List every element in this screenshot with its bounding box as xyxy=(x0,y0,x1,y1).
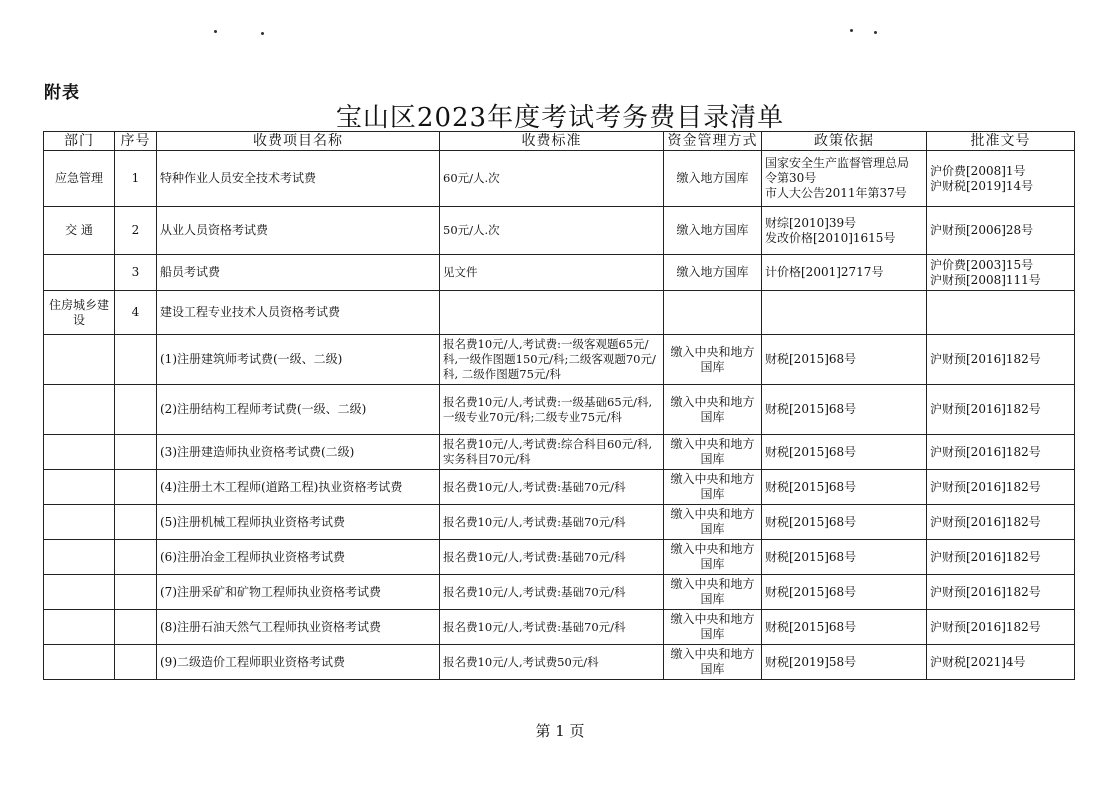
dept-cell xyxy=(44,610,115,645)
dept-cell xyxy=(44,335,115,385)
dept-cell xyxy=(44,435,115,470)
fund-cell: 缴入中央和地方国库 xyxy=(664,470,762,505)
approval-cell xyxy=(927,335,1075,385)
fund-cell xyxy=(664,291,762,335)
approval-cell xyxy=(927,645,1075,680)
no-cell: 4 xyxy=(115,291,157,335)
column-header-approval-no: 批准文号 xyxy=(927,132,1075,151)
no-cell xyxy=(115,470,157,505)
fund-cell: 缴入地方国库 xyxy=(664,151,762,207)
table-row xyxy=(44,505,1075,540)
no-cell xyxy=(115,575,157,610)
basis-cell xyxy=(762,435,927,470)
no-cell xyxy=(115,435,157,470)
table-row xyxy=(44,291,1075,335)
approval-line: 沪财预[2016]182号 xyxy=(930,402,1041,416)
table-row xyxy=(44,575,1075,610)
basis-line: 财税[2015]68号 xyxy=(765,444,857,459)
fee-cell: 报名费10元/人,考试费:基础70元/科 xyxy=(440,575,664,610)
basis-line: 发改价格[2010]1615号 xyxy=(765,230,896,245)
no-cell xyxy=(115,505,157,540)
item-name-cell: (2)注册结构工程师考试费(一级、二级) xyxy=(157,385,440,435)
table-row xyxy=(44,435,1075,470)
fund-cell: 缴入中央和地方国库 xyxy=(664,505,762,540)
table-row xyxy=(44,645,1075,680)
dept-cell xyxy=(44,470,115,505)
approval-cell xyxy=(927,207,1075,255)
approval-line: 沪财预[2016]182号 xyxy=(930,549,1041,564)
dept-cell: 住房城乡建设 xyxy=(44,291,115,335)
table-row xyxy=(44,470,1075,505)
fund-cell: 缴入地方国库 xyxy=(664,255,762,291)
fee-cell: 报名费10元/人,考试费50元/科 xyxy=(440,645,664,680)
basis-cell xyxy=(762,151,927,207)
basis-line: 计价格[2001]2717号 xyxy=(765,265,884,279)
column-header-fee-standard: 收费标准 xyxy=(440,132,664,151)
fee-cell: 报名费10元/人,考试费:基础70元/科 xyxy=(440,505,664,540)
fee-cell: 见文件 xyxy=(440,255,664,291)
approval-cell xyxy=(927,470,1075,505)
approval-line: 沪财预[2006]28号 xyxy=(930,223,1034,237)
approval-line: 沪价费[2008]1号 xyxy=(930,163,1026,178)
basis-line: 财税[2015]68号 xyxy=(765,549,857,564)
scan-speck xyxy=(874,31,877,34)
approval-line: 沪财预[2016]182号 xyxy=(930,479,1041,494)
table-row xyxy=(44,255,1075,291)
item-name-cell: (3)注册建造师执业资格考试费(二级) xyxy=(157,435,440,470)
approval-cell xyxy=(927,291,1075,335)
scan-speck xyxy=(850,29,853,32)
item-name-cell: (7)注册采矿和矿物工程师执业资格考试费 xyxy=(157,575,440,610)
approval-line: 沪价费[2003]15号 xyxy=(930,257,1034,272)
fee-cell: 50元/人.次 xyxy=(440,207,664,255)
dept-cell: 应急管理 xyxy=(44,151,115,207)
dept-cell: 交 通 xyxy=(44,207,115,255)
approval-cell xyxy=(927,385,1075,435)
basis-cell xyxy=(762,540,927,575)
approval-line: 沪财税[2021]4号 xyxy=(930,654,1026,669)
basis-line: 财税[2015]68号 xyxy=(765,479,857,494)
page-title: 宝山区2023年度考试考务费目录清单 xyxy=(335,103,785,133)
basis-cell xyxy=(762,575,927,610)
item-name-cell: (8)注册石油天然气工程师执业资格考试费 xyxy=(157,610,440,645)
approval-line: 沪财预[2016]182号 xyxy=(930,514,1041,529)
basis-cell xyxy=(762,385,927,435)
fund-cell: 缴入中央和地方国库 xyxy=(664,435,762,470)
scan-speck xyxy=(261,32,264,35)
no-cell xyxy=(115,610,157,645)
column-header-no: 序号 xyxy=(115,132,157,151)
basis-line: 财税[2015]68号 xyxy=(765,514,857,529)
column-header-fund-management: 资金管理方式 xyxy=(664,132,762,151)
fund-cell: 缴入地方国库 xyxy=(664,207,762,255)
dept-cell xyxy=(44,540,115,575)
no-cell: 3 xyxy=(115,255,157,291)
approval-cell xyxy=(927,540,1075,575)
approval-line: 沪财税[2019]14号 xyxy=(930,178,1034,193)
fee-catalog-table xyxy=(43,131,1075,680)
table-row xyxy=(44,207,1075,255)
item-name-cell: (5)注册机械工程师执业资格考试费 xyxy=(157,505,440,540)
basis-line: 财综[2010]39号 xyxy=(765,215,857,230)
approval-cell xyxy=(927,505,1075,540)
basis-line: 财税[2015]68号 xyxy=(765,619,857,634)
fee-cell: 报名费10元/人,考试费:基础70元/科 xyxy=(440,470,664,505)
basis-cell xyxy=(762,645,927,680)
item-name-cell: (1)注册建筑师考试费(一级、二级) xyxy=(157,335,440,385)
dept-cell xyxy=(44,645,115,680)
item-name-cell: 船员考试费 xyxy=(157,255,440,291)
fee-cell: 报名费10元/人,考试费:综合科目60元/科,实务科目70元/科 xyxy=(440,435,664,470)
column-header-policy-basis: 政策依据 xyxy=(762,132,927,151)
table-row xyxy=(44,610,1075,645)
fee-cell: 报名费10元/人,考试费:基础70元/科 xyxy=(440,540,664,575)
fund-cell: 缴入中央和地方国库 xyxy=(664,335,762,385)
scan-speck xyxy=(214,30,217,33)
fee-cell: 报名费10元/人,考试费:一级客观题65元/科,一级作图题150元/科;二级客观题70元/科, 二级作图题75元/科 xyxy=(440,335,664,385)
item-name-cell: 特种作业人员安全技术考试费 xyxy=(157,151,440,207)
item-name-cell: 从业人员资格考试费 xyxy=(157,207,440,255)
approval-cell xyxy=(927,255,1075,291)
no-cell xyxy=(115,335,157,385)
no-cell: 1 xyxy=(115,151,157,207)
approval-line: 沪财预[2016]182号 xyxy=(930,444,1041,459)
page-number: 第 1 页 xyxy=(535,722,585,740)
approval-cell xyxy=(927,435,1075,470)
basis-line: 市人大公告2011年第37号 xyxy=(765,186,907,200)
fund-cell: 缴入中央和地方国库 xyxy=(664,540,762,575)
fee-cell: 报名费10元/人,考试费:一级基础65元/科,一级专业70元/科;二级专业75元/科 xyxy=(440,385,664,435)
item-name-cell: (9)二级造价工程师职业资格考试费 xyxy=(157,645,440,680)
table-row xyxy=(44,151,1075,207)
approval-cell xyxy=(927,151,1075,207)
table-header-row xyxy=(44,132,1075,151)
fund-cell: 缴入中央和地方国库 xyxy=(664,610,762,645)
approval-cell xyxy=(927,610,1075,645)
fee-cell: 报名费10元/人,考试费:基础70元/科 xyxy=(440,610,664,645)
fee-cell xyxy=(440,291,664,335)
basis-cell xyxy=(762,207,927,255)
no-cell xyxy=(115,385,157,435)
basis-line: 国家安全生产监督管理总局 xyxy=(765,156,910,170)
basis-cell xyxy=(762,505,927,540)
no-cell: 2 xyxy=(115,207,157,255)
annex-label: 附表 xyxy=(44,83,80,103)
dept-cell xyxy=(44,255,115,291)
no-cell xyxy=(115,540,157,575)
approval-cell xyxy=(927,575,1075,610)
column-header-dept: 部门 xyxy=(44,132,115,151)
table-row xyxy=(44,335,1075,385)
fund-cell: 缴入中央和地方国库 xyxy=(664,575,762,610)
basis-cell xyxy=(762,335,927,385)
table-row xyxy=(44,385,1075,435)
fund-cell: 缴入中央和地方国库 xyxy=(664,385,762,435)
basis-line: 财税[2019]58号 xyxy=(765,654,857,669)
basis-line: 财税[2015]68号 xyxy=(765,584,857,599)
dept-cell xyxy=(44,385,115,435)
approval-line: 沪财预[2016]182号 xyxy=(930,584,1041,599)
basis-cell xyxy=(762,610,927,645)
basis-line: 财税[2015]68号 xyxy=(765,402,857,416)
item-name-cell: (4)注册土木工程师(道路工程)执业资格考试费 xyxy=(157,470,440,505)
dept-cell xyxy=(44,575,115,610)
fee-cell: 60元/人.次 xyxy=(440,151,664,207)
approval-line: 沪财预[2008]111号 xyxy=(930,272,1041,287)
column-header-item-name: 收费项目名称 xyxy=(157,132,440,151)
approval-line: 沪财预[2016]182号 xyxy=(930,619,1041,634)
no-cell xyxy=(115,645,157,680)
basis-line: 令第30号 xyxy=(765,171,817,185)
approval-line: 沪财预[2016]182号 xyxy=(930,352,1041,366)
basis-cell xyxy=(762,255,927,291)
basis-line: 财税[2015]68号 xyxy=(765,352,857,366)
item-name-cell: 建设工程专业技术人员资格考试费 xyxy=(157,291,440,335)
fund-cell: 缴入中央和地方国库 xyxy=(664,645,762,680)
basis-cell xyxy=(762,291,927,335)
table-row xyxy=(44,540,1075,575)
dept-cell xyxy=(44,505,115,540)
item-name-cell: (6)注册冶金工程师执业资格考试费 xyxy=(157,540,440,575)
basis-cell xyxy=(762,470,927,505)
